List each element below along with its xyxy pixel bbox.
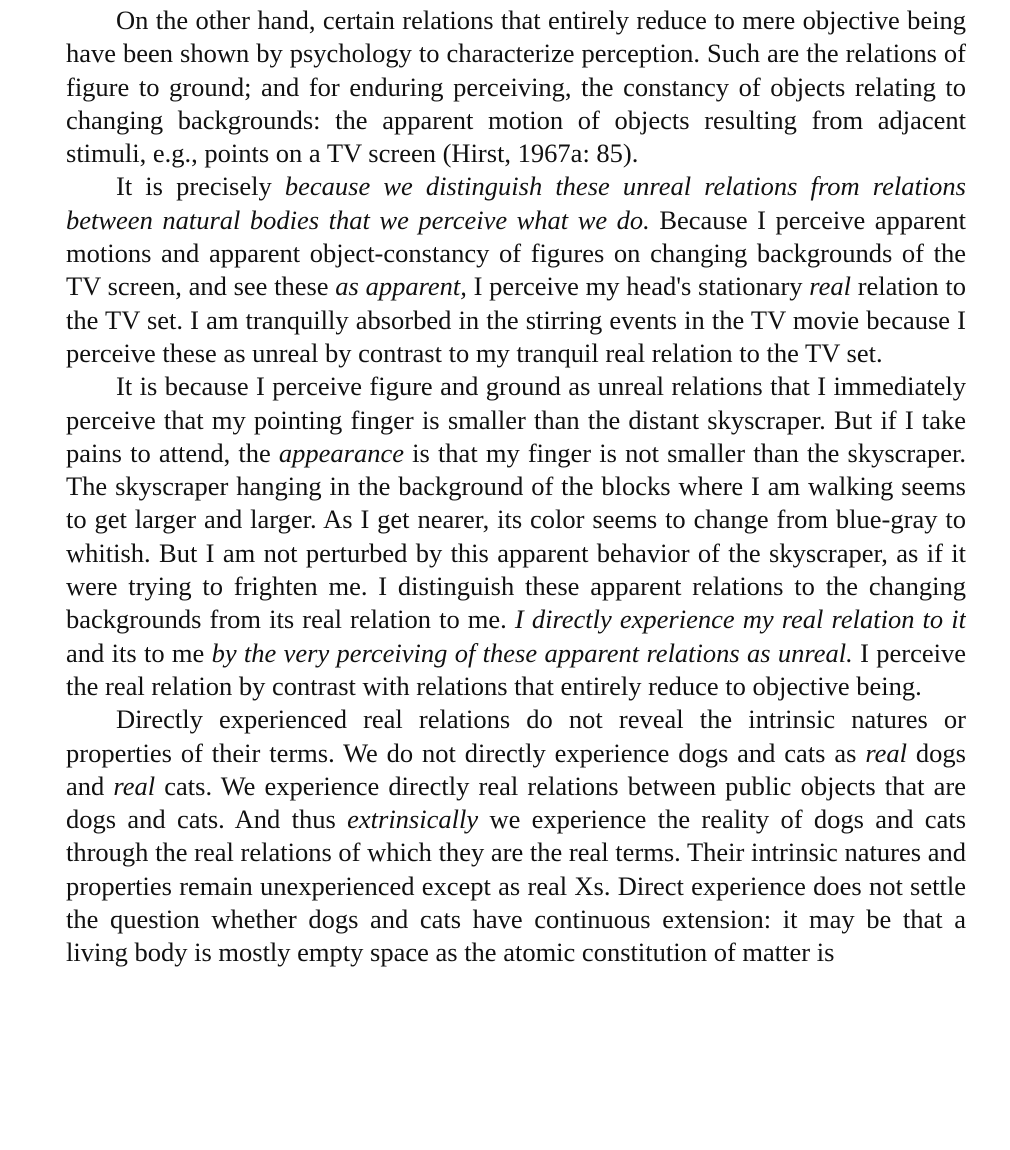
text-segment: It is because I perceive figure and ground as unreal relations that I immediately perceive that my pointing finger is smaller than the distant skyscraper. But if I take pains to attend, the [66, 371, 966, 468]
italic-text-segment: as apparent, [335, 271, 467, 302]
text-segment: is that my finger is not smaller than the skyscraper. The skyscraper hanging in the background of the blocks where I am walking seems to get larger and larger. As I get nearer, its color seems to change from blue-gray to whitish. But I am not perturbed by this apparent behavior of the skyscraper, as if it were trying to frighten me. I distinguish these apparent relations to the changing backgrounds from its real relation to me. [66, 437, 966, 635]
paragraph-4 [66, 703, 966, 969]
italic-text-segment: extrinsically [347, 804, 479, 835]
paragraph-3 [66, 370, 966, 703]
text-segment: Directly experienced real relations do not reveal the intrinsic natures or properties of their terms. We do not directly experience dogs and cats as [66, 704, 966, 768]
text-segment: I perceive the real relation by contrast with relations that entirely reduce to objective being. [66, 637, 966, 701]
text-segment: we experience the reality of dogs and cats through the real relations of which they are the real terms. Their intrinsic natures and properties remain unexperienced except as real Xs. Direct experience does not settle the question whether dogs and cats have continuous extension: it may be that a living body is mostly empty space as the atomic constitution of matter is [66, 804, 966, 968]
italic-text-segment: real [113, 770, 156, 801]
italic-text-segment: because we distinguish these unreal relations from relations between natural bodies that we perceive what we do. [66, 171, 966, 235]
italic-text-segment: I directly experience my real relation to it [514, 604, 966, 635]
italic-text-segment: appearance [278, 437, 404, 468]
book-page [66, 0, 966, 1150]
text-segment: cats. We experience directly real relations between public objects that are dogs and cats. And thus [66, 770, 966, 835]
text-segment: Because I perceive apparent motions and apparent object-constancy of figures on changing backgrounds of the TV screen, and see these [66, 204, 966, 302]
text-segment: It is precisely [116, 171, 285, 202]
italic-text-segment: real [809, 271, 851, 302]
paragraph-1 [66, 0, 966, 170]
text-segment: dogs and [66, 737, 966, 801]
text-segment: and its to me [66, 637, 212, 668]
text-segment: relation to the TV set. I am tranquilly absorbed in the stirring events in the TV movie because I perceive these as unreal by contrast to my tranquil real relation to the TV set. [66, 271, 966, 368]
italic-text-segment: by the very perceiving of these apparent relations as unreal. [211, 637, 853, 668]
text-segment: On the other hand, certain relations that entirely reduce to mere objective being have been shown by psychology to characterize perception. Such are the relations of figure to ground; and for enduring perceiving, the constancy of objects relating to changing backgrounds: the apparent motion of objects resulting from adjacent stimuli, e.g., points on a TV screen (Hirst, 1967a: 85). [66, 5, 966, 169]
paragraph-2 [66, 170, 966, 370]
text-segment: I perceive my head's stationary [466, 271, 810, 302]
italic-text-segment: real [865, 737, 908, 768]
